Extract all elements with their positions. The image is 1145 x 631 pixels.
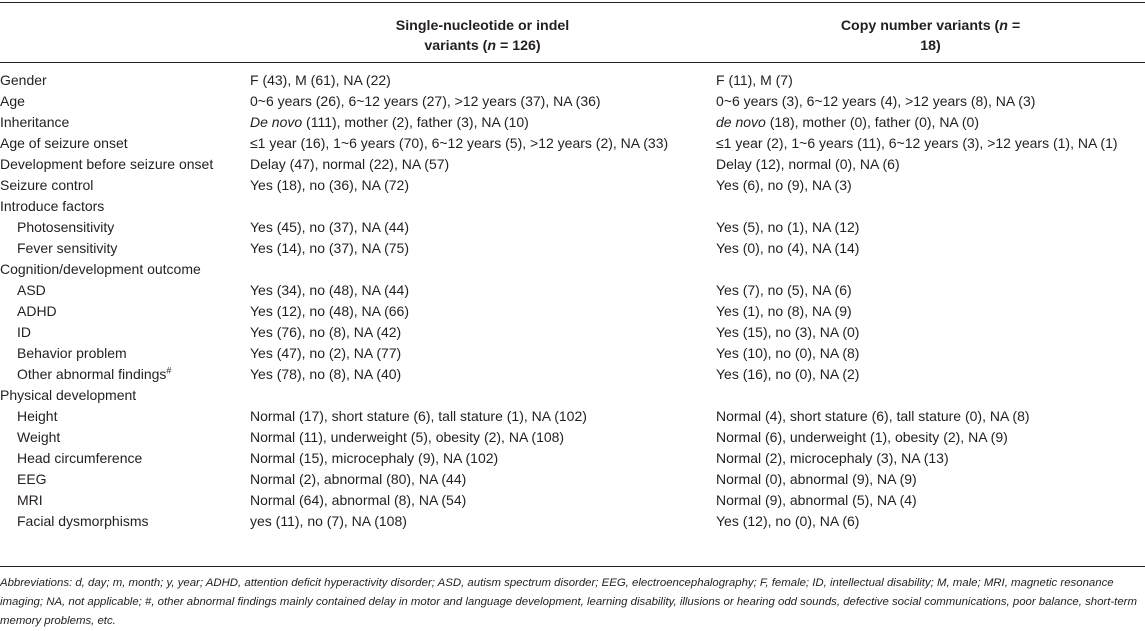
row-label-text: Inheritance (0, 114, 70, 130)
cell-text: Delay (12), normal (0), NA (6) (716, 156, 900, 172)
table-row (0, 133, 1145, 154)
cell-snv (250, 490, 466, 511)
row-label-text: Behavior problem (17, 345, 127, 361)
header-text: = (1007, 18, 1021, 34)
row-label-text: Introduce factors (0, 198, 105, 214)
row-label (0, 175, 93, 196)
cell-cnv (716, 217, 859, 238)
row-label (17, 238, 117, 259)
cell-text: Yes (18), no (36), NA (72) (250, 177, 410, 193)
table-row (0, 70, 1145, 91)
row-label-text: Gender (0, 72, 47, 88)
table-row (0, 322, 1145, 343)
cell-text: yes (11), no (7), NA (108) (250, 513, 407, 529)
cell-snv (250, 511, 407, 532)
cell-text: 0~6 years (26), 6~12 years (27), >12 years (37), NA (36) (250, 93, 601, 109)
row-label-text: Physical development (0, 387, 137, 403)
row-label-text: Photosensitivity (17, 219, 115, 235)
cell-snv (250, 322, 401, 343)
row-label-text: Other abnormal findings (17, 366, 167, 382)
cell-emphasis: De novo (250, 114, 303, 130)
row-label (17, 217, 114, 238)
cell-snv (250, 133, 668, 154)
cell-text: Yes (45), no (37), NA (44) (250, 219, 410, 235)
row-label (0, 154, 213, 175)
footnote-marker: # (166, 365, 172, 376)
cell-text: Yes (15), no (3), NA (0) (716, 324, 860, 340)
cell-snv (250, 364, 401, 385)
row-label (0, 112, 69, 133)
column-header-cnv (716, 16, 1145, 56)
cell-text: Yes (10), no (0), NA (8) (716, 345, 860, 361)
table-row (0, 217, 1145, 238)
cell-text: Yes (7), no (5), NA (6) (716, 282, 852, 298)
row-label-text: Facial dysmorphisms (17, 513, 149, 529)
table-row (0, 154, 1145, 175)
row-label-text: EEG (17, 471, 47, 487)
cell-snv (250, 427, 564, 448)
cell-text: Yes (14), no (37), NA (75) (250, 240, 410, 256)
cell-cnv (716, 280, 852, 301)
row-label (17, 280, 46, 301)
table-row (0, 196, 1145, 217)
cell-text: Normal (64), abnormal (8), NA (54) (250, 492, 467, 508)
row-label (0, 259, 201, 280)
cell-cnv (716, 133, 1118, 154)
cell-cnv (716, 448, 949, 469)
cell-text: F (11), M (7) (716, 72, 793, 88)
row-label (17, 511, 148, 532)
row-label-text: ADHD (17, 303, 57, 319)
table-row (0, 469, 1145, 490)
cell-cnv (716, 322, 859, 343)
column-header-snv (250, 16, 715, 56)
header-text: = 126) (496, 38, 541, 54)
row-label-text: Cognition/development outcome (0, 261, 201, 277)
cell-text: 0~6 years (3), 6~12 years (4), >12 years (8), NA (3) (716, 93, 1036, 109)
row-label (0, 91, 25, 112)
cell-text: ≤1 year (2), 1~6 years (11), 6~12 years (3), >12 years (1), NA (1) (716, 135, 1118, 151)
header-n: n (999, 18, 1008, 34)
cell-cnv (716, 511, 859, 532)
table-row (0, 343, 1145, 364)
cell-cnv (716, 91, 1035, 112)
bottom-rule (0, 566, 1145, 567)
row-label-text: MRI (17, 492, 43, 508)
row-label-text: Head circumference (17, 450, 143, 466)
cell-text: Yes (34), no (48), NA (44) (250, 282, 410, 298)
cell-text: Normal (6), underweight (1), obesity (2), NA (9) (716, 429, 1008, 445)
row-label-text: Weight (17, 429, 61, 445)
table-row (0, 427, 1145, 448)
cell-snv (250, 448, 498, 469)
cell-snv (250, 217, 409, 238)
row-label (17, 301, 57, 322)
cell-cnv (716, 301, 852, 322)
row-label (17, 448, 142, 469)
header-rule (0, 62, 1145, 63)
row-label (0, 70, 47, 91)
table-row (0, 259, 1145, 280)
cell-cnv (716, 427, 1008, 448)
row-label-text: ID (17, 324, 31, 340)
table-row (0, 448, 1145, 469)
table-row (0, 364, 1145, 385)
table-row (0, 511, 1145, 532)
cell-text: (111), mother (2), father (3), NA (10) (302, 114, 529, 130)
cell-snv (250, 280, 409, 301)
cell-text: Yes (76), no (8), NA (42) (250, 324, 402, 340)
row-label (17, 469, 47, 490)
cell-text: Normal (9), abnormal (5), NA (4) (716, 492, 917, 508)
cell-cnv (716, 238, 859, 259)
row-label (17, 343, 127, 364)
column-header-cnv-line2: 18) (920, 38, 941, 54)
cell-snv (250, 406, 587, 427)
cell-text: Yes (12), no (0), NA (6) (716, 513, 860, 529)
table-footnote: Abbreviations: d, day; m, month; y, year; ADHD, attention deficit hyperactivity disorder; ASD, autism spectrum disorder; EEG, electroencephalography; F, female; ID, intellectual disability; M, male; MRI, magnetic resonance imaging; NA, not applicable; #, other abnormal findings mainly contained delay in motor and language development, learning disability, illusions or hearing odd sounds, defective social communications, poor balance, short-term memory problems, etc. (0, 577, 1137, 627)
row-label (17, 322, 31, 343)
row-label-text: Fever sensitivity (17, 240, 118, 256)
table-row (0, 301, 1145, 322)
row-label (17, 490, 43, 511)
row-label-text: Age of seizure onset (0, 135, 128, 151)
row-label-text: Age (0, 93, 25, 109)
cell-text: Yes (47), no (2), NA (77) (250, 345, 402, 361)
cell-snv (250, 343, 401, 364)
cell-text: Yes (6), no (9), NA (3) (716, 177, 852, 193)
table-row (0, 385, 1145, 406)
row-label (17, 364, 171, 385)
cell-cnv (716, 70, 793, 91)
cell-snv (250, 91, 601, 112)
cell-text: Normal (0), abnormal (9), NA (9) (716, 471, 917, 487)
cell-text: Normal (11), underweight (5), obesity (2), NA (108) (250, 429, 565, 445)
table-row (0, 406, 1145, 427)
cell-snv (250, 469, 466, 490)
row-label (0, 133, 128, 154)
cell-text: Yes (78), no (8), NA (40) (250, 366, 402, 382)
cell-text: Yes (16), no (0), NA (2) (716, 366, 860, 382)
cell-cnv (716, 469, 917, 490)
header-text: Copy number variants ( (840, 18, 1000, 34)
cell-text: Normal (4), short stature (6), tall stature (0), NA (8) (716, 408, 1030, 424)
cell-text: Normal (2), microcephaly (3), NA (13) (716, 450, 949, 466)
row-label (17, 406, 57, 427)
table-row (0, 238, 1145, 259)
row-label (0, 196, 104, 217)
cell-snv (250, 238, 409, 259)
row-label (17, 427, 60, 448)
cell-text: Normal (15), microcephaly (9), NA (102) (250, 450, 499, 466)
table-row (0, 280, 1145, 301)
cell-emphasis: de novo (716, 114, 766, 130)
row-label-text: ASD (17, 282, 46, 298)
cell-cnv (716, 406, 1030, 427)
cell-cnv (716, 364, 859, 385)
cell-text: Yes (0), no (4), NA (14) (716, 240, 860, 256)
cell-snv (250, 70, 391, 91)
row-label-text: Development before seizure onset (0, 156, 214, 172)
cell-text: Yes (1), no (8), NA (9) (716, 303, 852, 319)
cell-text: F (43), M (61), NA (22) (250, 72, 391, 88)
cell-text: Yes (12), no (48), NA (66) (250, 303, 410, 319)
cell-cnv (716, 490, 917, 511)
cell-snv (250, 112, 529, 133)
column-header-cnv-line1 (716, 16, 1145, 36)
cell-text: Yes (5), no (1), NA (12) (716, 219, 860, 235)
header-text: variants ( (424, 38, 488, 54)
cell-snv (250, 175, 409, 196)
column-header-snv-line2 (250, 36, 715, 56)
cell-snv (250, 301, 409, 322)
column-header-snv-line1: Single-nucleotide or indel (395, 18, 570, 34)
cell-cnv (716, 343, 859, 364)
cell-text: (18), mother (0), father (0), NA (0) (765, 114, 979, 130)
row-label-text: Height (17, 408, 58, 424)
table-row (0, 490, 1145, 511)
row-label (0, 385, 136, 406)
cell-cnv (716, 154, 900, 175)
cell-cnv (716, 112, 979, 133)
cell-text: Delay (47), normal (22), NA (57) (250, 156, 450, 172)
cell-text: ≤1 year (16), 1~6 years (70), 6~12 years (5), >12 years (2), NA (33) (250, 135, 669, 151)
row-label-text: Seizure control (0, 177, 94, 193)
table-row (0, 175, 1145, 196)
table-body (0, 70, 1145, 532)
cell-cnv (716, 175, 852, 196)
cell-text: Normal (2), abnormal (80), NA (44) (250, 471, 467, 487)
top-rule (0, 2, 1145, 3)
cell-snv (250, 154, 449, 175)
cell-text: Normal (17), short stature (6), tall stature (1), NA (102) (250, 408, 587, 424)
table-row (0, 91, 1145, 112)
table-row (0, 112, 1145, 133)
header-n: n (487, 38, 497, 54)
